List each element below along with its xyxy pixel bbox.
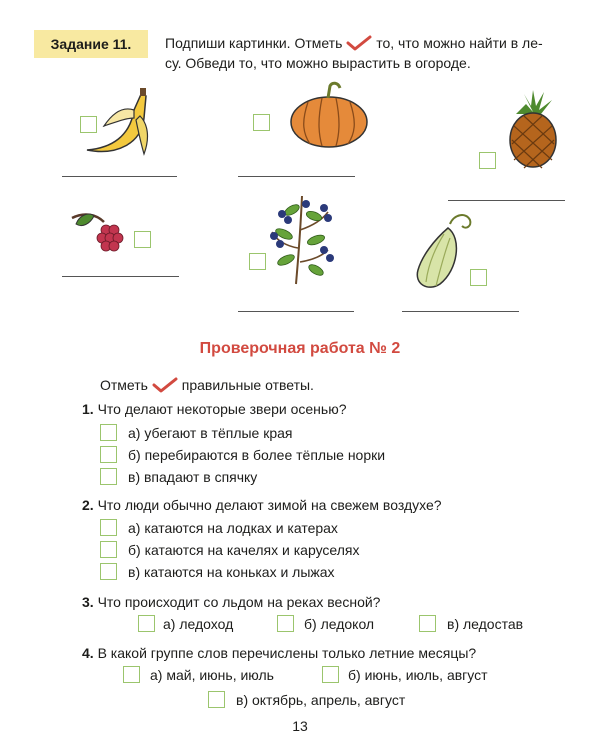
task-badge: Задание 11.: [34, 30, 148, 58]
checkbox-pineapple[interactable]: [479, 152, 496, 169]
question-text: Что люди обычно делают зимой на свежем воздухе?: [97, 497, 442, 513]
q2-option-c-checkbox[interactable]: [100, 563, 117, 580]
question-number: 2.: [82, 497, 94, 513]
raspberry-image: [70, 208, 128, 252]
task-text-line2: су. Обведи то, что можно вырастить в огороде.: [165, 55, 471, 71]
question-text: Что происходит со льдом на реках весной?: [97, 594, 381, 610]
q4-option-c-checkbox[interactable]: [208, 691, 225, 708]
answer-line-blueberry[interactable]: [238, 311, 354, 312]
pumpkin-image: [288, 80, 370, 150]
q3-option-b-checkbox[interactable]: [277, 615, 294, 632]
q1-option-a-checkbox[interactable]: [100, 424, 117, 441]
answer-line-pumpkin[interactable]: [238, 176, 355, 177]
question-number: 4.: [82, 645, 94, 661]
q4-option-b-checkbox[interactable]: [322, 666, 339, 683]
q2-option-c: в) катаются на коньках и лыжах: [128, 564, 335, 580]
checkbox-raspberry[interactable]: [134, 231, 151, 248]
blueberry-image: [266, 190, 338, 286]
q1-option-c-checkbox[interactable]: [100, 468, 117, 485]
q2-option-b-checkbox[interactable]: [100, 541, 117, 558]
q1-option-a: а) убегают в тёплые края: [128, 425, 293, 441]
instruction-part1: Отметь: [100, 377, 148, 393]
zucchini-image: [414, 210, 474, 290]
checkbox-blueberry[interactable]: [249, 253, 266, 270]
page-number: 13: [292, 718, 308, 734]
q1-option-b: б) перебираются в более тёплые норки: [128, 447, 386, 463]
checkbox-pumpkin[interactable]: [253, 114, 270, 131]
q1-option-b-checkbox[interactable]: [100, 446, 117, 463]
q4-option-a-checkbox[interactable]: [123, 666, 140, 683]
q1-option-c: в) впадают в спячку: [128, 469, 258, 485]
question-3: [82, 594, 380, 610]
pineapple-image: [506, 90, 560, 170]
question-text: В какой группе слов перечислены только летние месяцы?: [97, 645, 477, 661]
answer-line-pineapple[interactable]: [448, 200, 565, 201]
checkmark-icon: [346, 35, 372, 51]
question-number: 1.: [82, 401, 94, 417]
q4-option-a: а) май, июнь, июль: [150, 667, 274, 683]
banana-image: [82, 88, 156, 160]
task-instructions: [165, 33, 585, 73]
question-1: [82, 401, 347, 417]
question-number: 3.: [82, 594, 94, 610]
q4-option-b: б) июнь, июль, август: [348, 667, 488, 683]
task-text-part2: то, что можно найти в ле-: [376, 35, 543, 51]
q2-option-a: а) катаются на лодках и катерах: [128, 520, 338, 536]
checkbox-zucchini[interactable]: [470, 269, 487, 286]
task-text-part1: Подпиши картинки. Отметь: [165, 35, 343, 51]
q4-option-c: в) октябрь, апрель, август: [236, 692, 406, 708]
question-text: Что делают некоторые звери осенью?: [97, 401, 347, 417]
test-instruction: [100, 377, 314, 393]
question-4: [82, 645, 476, 661]
q2-option-b: б) катаются на качелях и каруселях: [128, 542, 360, 558]
test-title: Проверочная работа № 2: [199, 340, 401, 357]
answer-line-raspberry[interactable]: [62, 276, 179, 277]
q3-option-a: а) ледоход: [163, 616, 234, 632]
instruction-part2: правильные ответы.: [181, 377, 314, 393]
q2-option-a-checkbox[interactable]: [100, 519, 117, 536]
checkmark-icon: [152, 377, 178, 393]
q3-option-c: в) ледостав: [447, 616, 524, 632]
answer-line-zucchini[interactable]: [402, 311, 519, 312]
q3-option-c-checkbox[interactable]: [419, 615, 436, 632]
q3-option-b: б) ледокол: [304, 616, 375, 632]
q3-option-a-checkbox[interactable]: [138, 615, 155, 632]
question-2: [82, 497, 442, 513]
answer-line-banana[interactable]: [62, 176, 177, 177]
